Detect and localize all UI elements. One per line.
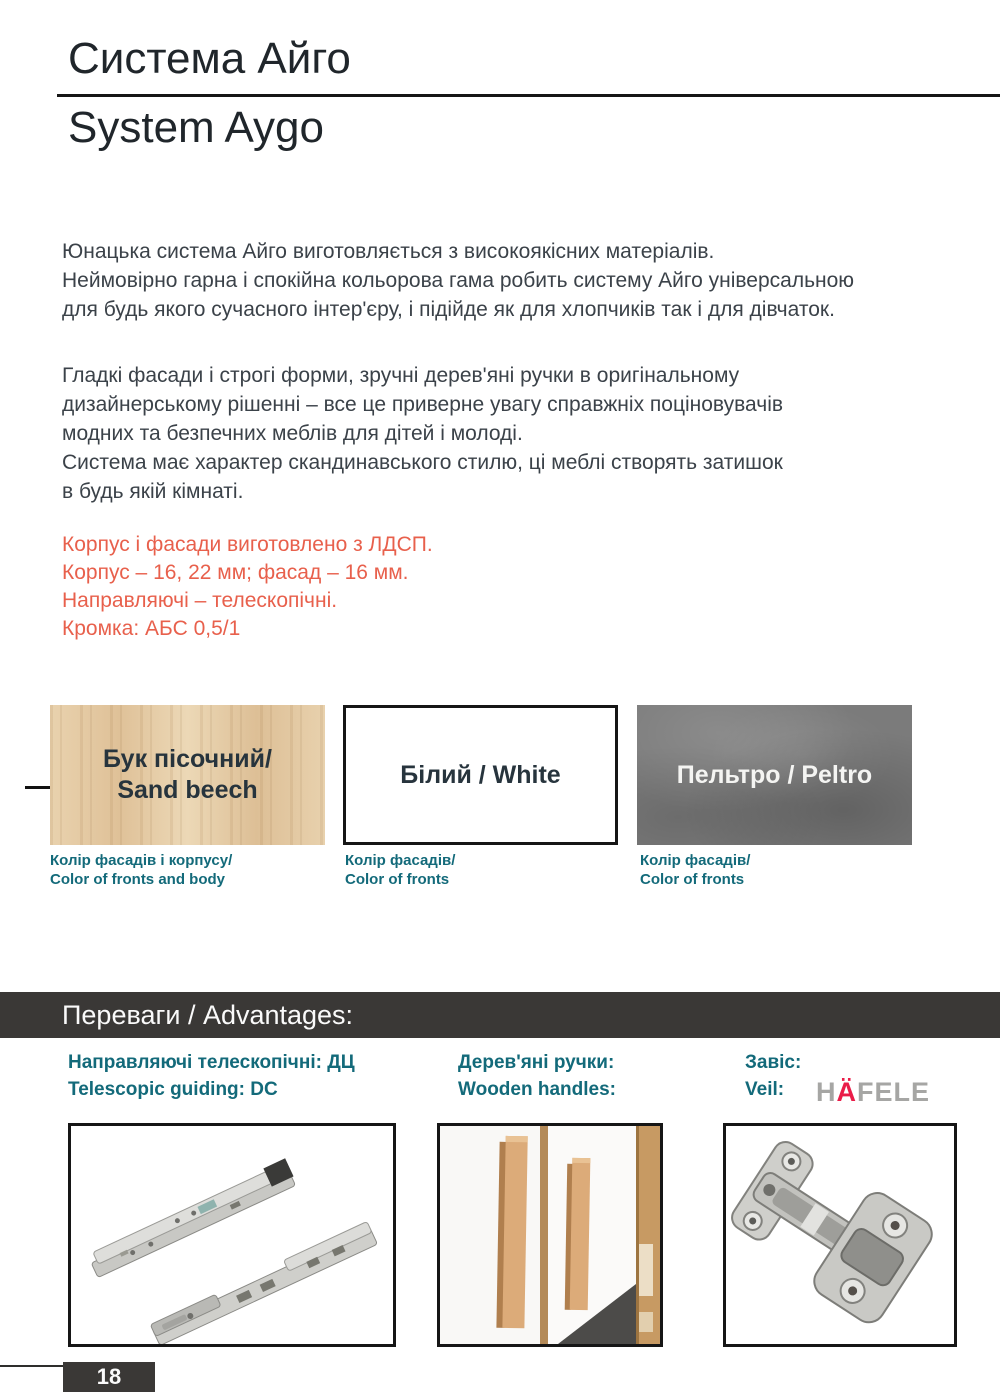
- label-uk: Завіс:: [745, 1052, 802, 1073]
- telescopic-slides-image: [68, 1123, 396, 1347]
- swatch-white-caption: [345, 851, 455, 889]
- swatch-peltro-caption: [640, 851, 750, 889]
- intro-p1-line2: Неймовірно гарна і спокійна кольорова гама робить систему Айго універсальною: [62, 269, 855, 292]
- swatch-sand-beech-label-en: Sand beech: [117, 776, 258, 804]
- caption-en: Color of fronts: [640, 871, 745, 888]
- page-number-box: [63, 1362, 155, 1392]
- swatch-sand-beech: [50, 705, 325, 845]
- intro-paragraph-1: [62, 237, 982, 324]
- label-en: Telescopic guiding: DC: [68, 1079, 278, 1100]
- swatch-sand-beech-caption: [50, 851, 232, 889]
- intro-p2-line3: модних та безпечних меблів для дітей і молоді.: [62, 422, 523, 445]
- intro-p1-line3: для будь якого сучасного інтер'єру, і підійде як для хлопчиків так і для дівчаток.: [62, 298, 835, 321]
- advantages-header-bar: [0, 992, 1000, 1038]
- swatch-peltro: [637, 705, 912, 845]
- swatch-white-label: Білий / White: [400, 760, 561, 789]
- material-specs: [62, 531, 762, 643]
- wooden-handles-image: [437, 1123, 663, 1347]
- advantage-label-handles: [458, 1049, 616, 1103]
- advantage-label-hinge: [745, 1049, 801, 1103]
- haefele-rest: FELE: [857, 1077, 931, 1107]
- margin-tick-mark: [25, 786, 50, 789]
- title-divider: [57, 94, 1000, 97]
- label-en: Veil:: [745, 1079, 785, 1100]
- caption-en: Color of fronts: [345, 871, 450, 888]
- intro-p2-line2: дизайнерському рішенні – все це приверне увагу справжніх поціновувачів: [62, 393, 784, 416]
- label-en: Wooden handles:: [458, 1079, 616, 1100]
- wooden-handles-illustration: [440, 1126, 660, 1344]
- page-title-en: System Aygo: [68, 103, 324, 152]
- swatch-peltro-label: Пельтро / Peltro: [676, 760, 873, 789]
- swatch-sand-beech-label-uk: Бук пісочний/: [103, 745, 272, 773]
- spec-line1: Корпус і фасади виготовлено з ЛДСП.: [62, 533, 433, 556]
- swatch-white: [343, 705, 618, 845]
- label-uk: Направляючі телескопічні: ДЦ: [68, 1052, 355, 1073]
- caption-uk: Колір фасадів і корпусу/: [50, 852, 233, 869]
- page-title-uk: Система Айго: [68, 34, 351, 83]
- hinge-image: [723, 1123, 957, 1347]
- swatch-sand-beech-label: [103, 744, 272, 806]
- telescopic-slides-illustration: [71, 1126, 393, 1344]
- page-number: 18: [96, 1364, 122, 1389]
- spec-line4: Кромка: АБС 0,5/1: [62, 617, 241, 640]
- hinge-illustration: [726, 1126, 954, 1344]
- spec-line2: Корпус – 16, 22 мм; фасад – 16 мм.: [62, 561, 409, 584]
- spec-line3: Направляючі – телескопічні.: [62, 589, 338, 612]
- intro-p1-line1: Юнацька система Айго виготовляється з високоякісних матеріалів.: [62, 240, 715, 263]
- label-uk: Дерев'яні ручки:: [458, 1052, 615, 1073]
- footer-rule: [0, 1365, 63, 1367]
- intro-p2-line5: в будь якій кімнаті.: [62, 480, 244, 503]
- haefele-umlaut-a: Ä: [836, 1077, 857, 1107]
- haefele-logo: [816, 1077, 930, 1108]
- caption-uk: Колір фасадів/: [640, 852, 751, 869]
- advantage-label-slides: [68, 1049, 355, 1103]
- intro-paragraph-2: [62, 361, 982, 506]
- intro-p2-line1: Гладкі фасади і строгі форми, зручні дерев'яні ручки в оригінальному: [62, 364, 740, 387]
- haefele-h: H: [816, 1077, 837, 1107]
- caption-uk: Колір фасадів/: [345, 852, 456, 869]
- intro-p2-line4: Система має характер скандинавського стилю, ці меблі створять затишок: [62, 451, 783, 474]
- caption-en: Color of fronts and body: [50, 871, 225, 888]
- advantages-header-text: Переваги / Advantages:: [62, 999, 354, 1030]
